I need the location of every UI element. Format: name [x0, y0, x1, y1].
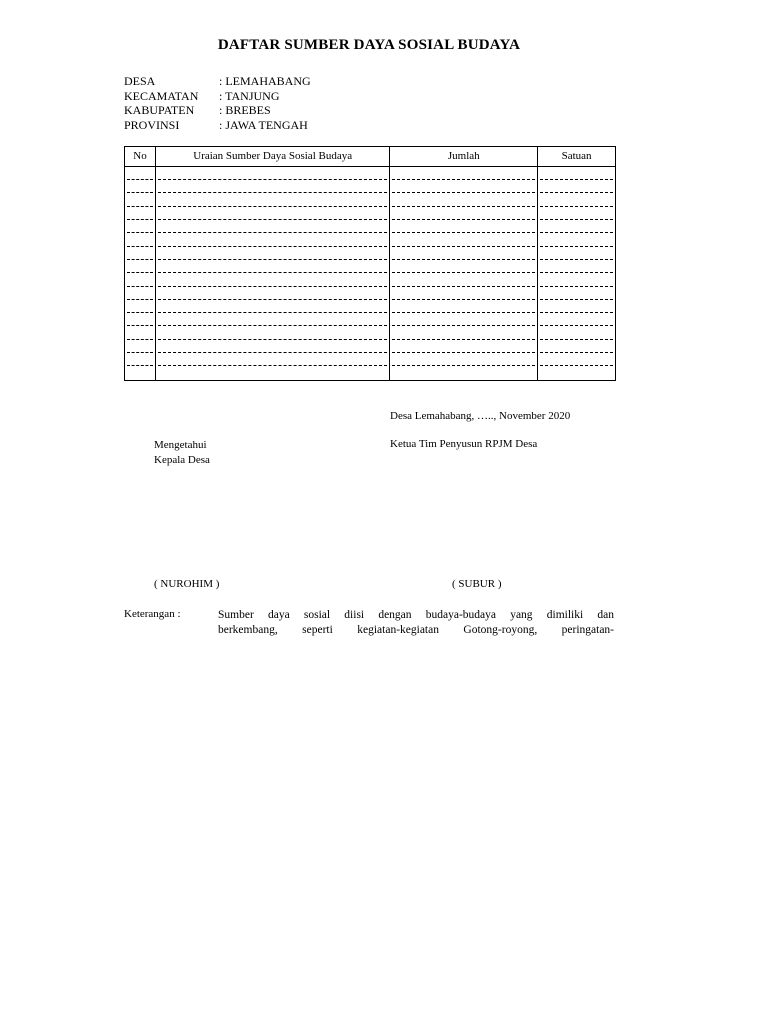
dotted-line	[392, 180, 535, 193]
table-cell-no	[125, 273, 156, 286]
dotted-line	[127, 207, 153, 220]
dotted-line	[158, 287, 387, 300]
dotted-line	[392, 220, 535, 233]
table-cell-satuan	[538, 313, 616, 326]
table-cell-no	[125, 313, 156, 326]
place-date: Desa Lemahabang, ….., November 2020	[390, 410, 571, 422]
table-cell-jumlah	[390, 340, 538, 353]
table-cell-satuan	[538, 287, 616, 300]
dotted-line	[158, 194, 387, 207]
dotted-line	[158, 300, 387, 313]
identity-value: : JAWA TENGAH	[219, 117, 308, 132]
table-cell-jumlah	[390, 300, 538, 313]
dotted-line	[127, 180, 153, 193]
dotted-line	[127, 167, 153, 180]
resource-table	[124, 146, 616, 381]
table-cell-uraian	[155, 167, 389, 181]
dotted-line	[392, 247, 535, 260]
table-body	[125, 167, 616, 381]
table-cell-jumlah	[390, 273, 538, 286]
dotted-line	[127, 234, 153, 247]
dotted-line	[392, 274, 535, 287]
table-row	[125, 260, 616, 273]
dotted-line	[158, 340, 387, 353]
table-cell-satuan	[538, 327, 616, 340]
table-cell-uraian	[155, 207, 389, 220]
table-cell-jumlah	[390, 233, 538, 246]
dotted-line	[158, 247, 387, 260]
dotted-line	[540, 300, 613, 313]
dotted-line	[158, 167, 387, 180]
dotted-line	[392, 313, 535, 326]
dotted-line	[540, 247, 613, 260]
table-cell-jumlah	[390, 260, 538, 273]
dotted-line	[392, 287, 535, 300]
table-cell-satuan	[538, 300, 616, 313]
table-cell-no	[125, 340, 156, 353]
table-row	[125, 366, 616, 381]
dotted-line	[158, 313, 387, 326]
signature-left-line1: Mengetahui	[154, 439, 207, 451]
dotted-line	[540, 180, 613, 193]
dotted-line	[392, 327, 535, 340]
table-cell-satuan	[538, 247, 616, 260]
dotted-line	[158, 353, 387, 366]
dotted-line	[158, 207, 387, 220]
table-row	[125, 273, 616, 286]
table-cell-uraian	[155, 194, 389, 207]
table-cell-no	[125, 233, 156, 246]
signature-right-name: ( SUBUR )	[452, 578, 502, 590]
dotted-line	[127, 287, 153, 300]
identity-label: KECAMATAN	[124, 88, 199, 103]
table-row	[125, 233, 616, 246]
identity-value: : TANJUNG	[219, 88, 280, 103]
dotted-line	[540, 220, 613, 233]
dotted-line	[540, 167, 613, 180]
table-row	[125, 180, 616, 193]
dotted-line	[540, 340, 613, 353]
identity-row-kabupaten	[124, 103, 311, 118]
table-cell-uraian	[155, 233, 389, 246]
table-cell-no	[125, 180, 156, 193]
dotted-line	[158, 260, 387, 273]
table-cell-no	[125, 247, 156, 260]
identity-value: : BREBES	[219, 103, 271, 117]
dotted-line	[540, 234, 613, 247]
table-cell-uraian	[155, 247, 389, 260]
identity-label: DESA	[124, 74, 156, 88]
table-cell-uraian	[155, 366, 389, 381]
header-satuan: Satuan	[538, 147, 616, 167]
dotted-line	[127, 220, 153, 233]
dotted-line	[127, 194, 153, 207]
identity-label: KABUPATEN	[124, 103, 195, 117]
table-row	[125, 207, 616, 220]
table-cell-jumlah	[390, 313, 538, 326]
table-row	[125, 300, 616, 313]
table-cell-jumlah	[390, 287, 538, 300]
dotted-line	[392, 167, 535, 180]
table-cell-jumlah	[390, 327, 538, 340]
dotted-line	[158, 180, 387, 193]
table-cell-satuan	[538, 366, 616, 381]
dotted-line	[158, 220, 387, 233]
table-row	[125, 313, 616, 326]
table-cell-no	[125, 300, 156, 313]
dotted-line	[392, 234, 535, 247]
table-cell-uraian	[155, 180, 389, 193]
table-cell-jumlah	[390, 194, 538, 207]
dotted-line	[540, 287, 613, 300]
table-cell-no	[125, 220, 156, 233]
table-cell-satuan	[538, 207, 616, 220]
table-cell-jumlah	[390, 167, 538, 181]
dotted-line	[127, 300, 153, 313]
dotted-line	[392, 207, 535, 220]
dotted-line	[127, 260, 153, 273]
table-row	[125, 340, 616, 353]
table-cell-satuan	[538, 233, 616, 246]
dotted-line	[392, 353, 535, 366]
table-cell-jumlah	[390, 366, 538, 381]
table-cell-no	[125, 260, 156, 273]
table-cell-jumlah	[390, 180, 538, 193]
table-cell-satuan	[538, 340, 616, 353]
table-row	[125, 194, 616, 207]
dotted-line	[392, 194, 535, 207]
header-no: No	[125, 147, 156, 167]
table-row	[125, 353, 616, 366]
table-cell-no	[125, 167, 156, 181]
identity-value: : LEMAHABANG	[219, 74, 311, 88]
table-row	[125, 287, 616, 300]
dotted-line	[392, 300, 535, 313]
header-uraian: Uraian Sumber Daya Sosial Budaya	[155, 147, 389, 167]
identity-label: PROVINSI	[124, 117, 180, 132]
table-cell-satuan	[538, 194, 616, 207]
dotted-line	[540, 194, 613, 207]
note-text	[218, 608, 614, 638]
dotted-line	[392, 260, 535, 273]
dotted-line	[540, 260, 613, 273]
dotted-line	[127, 274, 153, 287]
table-cell-uraian	[155, 260, 389, 273]
dotted-line	[540, 207, 613, 220]
dotted-line	[127, 340, 153, 353]
table-cell-uraian	[155, 287, 389, 300]
dotted-line	[127, 313, 153, 326]
dotted-line	[540, 353, 613, 366]
dotted-line	[540, 274, 613, 287]
table-row	[125, 327, 616, 340]
identity-row-kecamatan	[124, 89, 311, 104]
note-line: Sumber daya sosial diisi dengan budaya-budaya yang dimiliki dan	[218, 609, 614, 621]
table-cell-no	[125, 327, 156, 340]
dotted-line	[540, 313, 613, 326]
header-jumlah: Jumlah	[390, 147, 538, 167]
table-cell-no	[125, 353, 156, 366]
table-cell-jumlah	[390, 247, 538, 260]
table-cell-jumlah	[390, 220, 538, 233]
table-cell-no	[125, 207, 156, 220]
signature-right-title: Ketua Tim Penyusun RPJM Desa	[390, 438, 538, 450]
dotted-line	[158, 234, 387, 247]
document-title: DAFTAR SUMBER DAYA SOSIAL BUDAYA	[217, 37, 521, 53]
table-cell-satuan	[538, 220, 616, 233]
table-cell-uraian	[155, 220, 389, 233]
table-header-row	[125, 147, 616, 167]
table-cell-uraian	[155, 353, 389, 366]
dotted-line	[540, 327, 613, 340]
table-cell-satuan	[538, 353, 616, 366]
table-row	[125, 220, 616, 233]
identity-block	[124, 74, 311, 132]
table-cell-satuan	[538, 180, 616, 193]
table-cell-no	[125, 366, 156, 381]
dotted-line	[127, 327, 153, 340]
dotted-line	[127, 247, 153, 260]
dotted-line	[127, 353, 153, 366]
table-row	[125, 247, 616, 260]
identity-row-provinsi	[124, 118, 311, 133]
note-line: berkembang, seperti kegiatan-kegiatan Gotong-royong, peringatan-	[218, 624, 614, 636]
table-row	[125, 167, 616, 181]
table-cell-uraian	[155, 313, 389, 326]
table-cell-satuan	[538, 260, 616, 273]
table-cell-no	[125, 287, 156, 300]
table-cell-satuan	[538, 273, 616, 286]
table-cell-uraian	[155, 300, 389, 313]
table-cell-satuan	[538, 167, 616, 181]
table-cell-no	[125, 194, 156, 207]
dotted-line	[158, 327, 387, 340]
dotted-line	[158, 274, 387, 287]
table-cell-uraian	[155, 273, 389, 286]
signature-left-name: ( NUROHIM )	[154, 578, 220, 590]
note-label: Keterangan :	[124, 608, 181, 620]
table-cell-jumlah	[390, 353, 538, 366]
signature-left-line2: Kepala Desa	[154, 454, 210, 466]
table-cell-uraian	[155, 340, 389, 353]
dotted-line	[392, 340, 535, 353]
signature-left-block	[154, 438, 210, 468]
identity-row-desa	[124, 74, 311, 89]
table-cell-uraian	[155, 327, 389, 340]
table-cell-jumlah	[390, 207, 538, 220]
